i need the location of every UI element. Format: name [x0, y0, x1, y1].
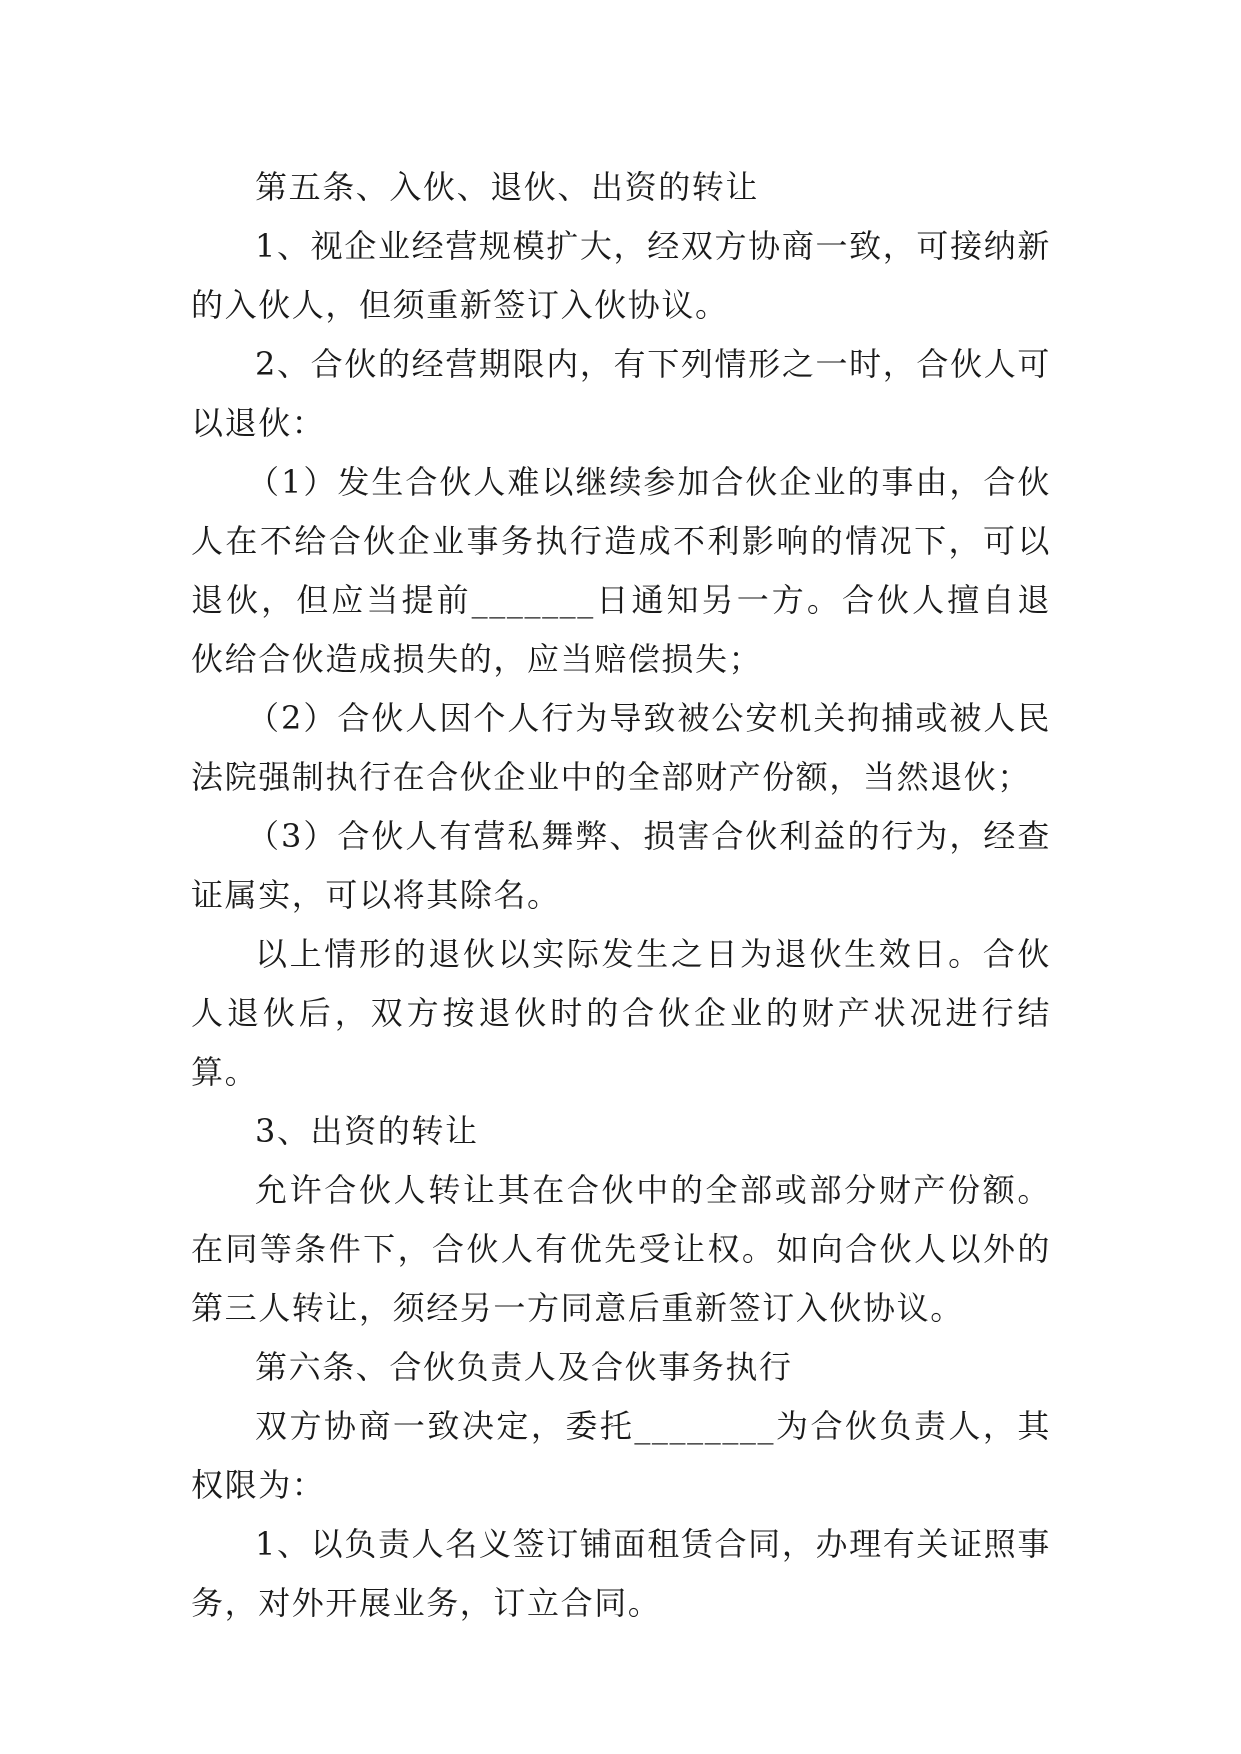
article-6-body: 双方协商一致决定，委托________为合伙负责人，其权限为：: [191, 1407, 1051, 1504]
clause-2-2: （2）合伙人因个人行为导致被公安机关拘捕或被人民法院强制执行在合伙企业中的全部财产份额，当然退伙；: [191, 699, 1051, 796]
article-6-heading: 第六条、合伙负责人及合伙事务执行: [255, 1348, 793, 1386]
withdrawal-effective-paragraph: 以上情形的退伙以实际发生之日为退伙生效日。合伙人退伙后，双方按退伙时的合伙企业的财产状况进行结算。: [191, 935, 1051, 1091]
document-page: [191, 158, 1051, 1633]
clause-3-body: 允许合伙人转让其在合伙中的全部或部分财产份额。在同等条件下，合伙人有优先受让权。如向合伙人以外的第三人转让，须经另一方同意后重新签订入伙协议。: [191, 1171, 1051, 1327]
clause-2-1: （1）发生合伙人难以继续参加合伙企业的事由，合伙人在不给合伙企业事务执行造成不利影响的情况下，可以退伙，但应当提前_______日通知另一方。合伙人擅自退伙给合伙造成损失的，应当赔偿损失；: [191, 463, 1051, 678]
clause-2-3: （3）合伙人有营私舞弊、损害合伙利益的行为，经查证属实，可以将其除名。: [191, 817, 1051, 914]
clause-3-heading: 3、出资的转让: [255, 1112, 479, 1150]
clause-1: 1、视企业经营规模扩大，经双方协商一致，可接纳新的入伙人，但须重新签订入伙协议。: [191, 227, 1051, 324]
clause-2: 2、合伙的经营期限内，有下列情形之一时，合伙人可以退伙：: [191, 345, 1051, 442]
article-5-heading: 第五条、入伙、退伙、出资的转让: [255, 168, 760, 206]
authority-item-1: 1、以负责人名义签订铺面租赁合同，办理有关证照事务，对外开展业务，订立合同。: [191, 1525, 1051, 1622]
